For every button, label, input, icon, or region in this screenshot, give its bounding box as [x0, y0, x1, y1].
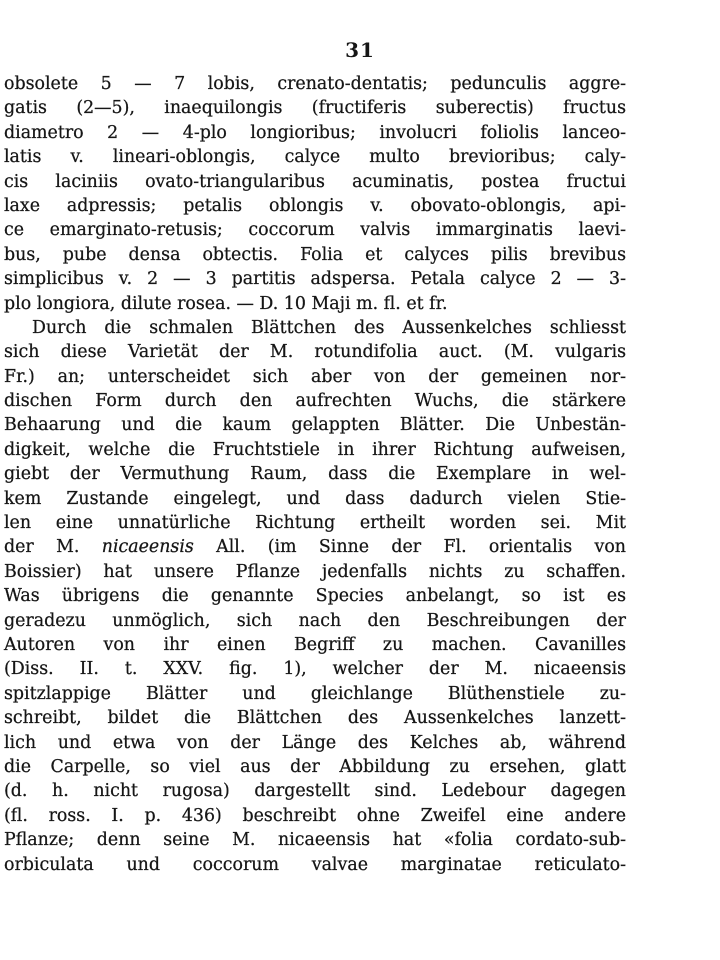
text-line: Was übrigens die genannte Species anbelangt, so ist es — [4, 586, 626, 607]
text-line: der M. nicaeensis All. (im Sinne der Fl. orientalis von — [4, 537, 626, 558]
text-line: len eine unnatürliche Richtung ertheilt worden sei. Mit — [4, 513, 626, 534]
text-line: simplicibus v. 2 — 3 partitis adspersa. Petala calyce 2 — 3- — [4, 269, 626, 290]
text-line: Boissier) hat unsere Pflanze jedenfalls nichts zu schaffen. — [4, 561, 626, 582]
text-line: (fl. ross. I. p. 436) beschreibt ohne Zweifel eine andere — [4, 805, 626, 826]
italic-species-name: nicaeensis — [101, 537, 194, 558]
body-text — [4, 72, 626, 877]
text-line: Durch die schmalen Blättchen des Aussenkelches schliesst — [32, 317, 626, 338]
text-line: schreibt, bildet die Blättchen des Aussenkelches lanzett- — [4, 708, 626, 729]
text-line: bus, pube densa obtectis. Folia et calyces pilis brevibus — [4, 244, 626, 265]
text-line: orbiculata und coccorum valvae marginatae reticulato- — [4, 854, 626, 875]
text-line: plo longiora, dilute rosea. — D. 10 Maji m. fl. et fr. — [4, 293, 448, 314]
text-line: kem Zustande eingelegt, und dass dadurch vielen Stie- — [4, 488, 626, 509]
text-line: diametro 2 — 4-plo longioribus; involucri foliolis lanceo- — [4, 122, 626, 143]
text-line: ce emarginato-retusis; coccorum valvis immarginatis laevi- — [4, 220, 626, 241]
text-line: giebt der Vermuthung Raum, dass die Exemplare in wel- — [4, 464, 626, 485]
text-line: digkeit, welche die Fruchtstiele in ihrer Richtung aufweisen, — [4, 439, 626, 460]
text-line: sich diese Varietät der M. rotundifolia auct. (M. vulgaris — [4, 342, 626, 363]
text-line: Fr.) an; unterscheidet sich aber von der gemeinen nor- — [4, 366, 626, 387]
text-line: geradezu unmöglich, sich nach den Beschreibungen der — [4, 610, 626, 631]
text-line: lich und etwa von der Länge des Kelches ab, während — [4, 732, 626, 753]
page-number: 31 — [345, 38, 375, 62]
text-line: obsolete 5 — 7 lobis, crenato-dentatis; pedunculis aggre- — [4, 74, 626, 94]
text-line: die Carpelle, so viel aus der Abbildung zu ersehen, glatt — [4, 756, 626, 777]
text-line: (d. h. nicht rugosa) dargestellt sind. Ledebour dagegen — [4, 781, 626, 802]
text-line: laxe adpressis; petalis oblongis v. obovato-oblongis, api- — [4, 195, 626, 216]
text-line: Autoren von ihr einen Begriff zu machen. Cavanilles — [4, 634, 626, 655]
text-line: (Diss. II. t. XXV. fig. 1), welcher der M. nicaeensis — [4, 659, 626, 680]
text-line: latis v. lineari-oblongis, calyce multo brevioribus; caly- — [4, 147, 626, 168]
text-line: spitzlappige Blätter und gleichlange Blüthenstiele zu- — [4, 683, 626, 704]
text-line: gatis (2—5), inaequilongis (fructiferis suberectis) fructus — [4, 98, 626, 119]
text-line: cis laciniis ovato-triangularibus acuminatis, postea fructui — [4, 171, 626, 192]
text-line: Behaarung und die kaum gelappten Blätter. Die Unbestän- — [4, 415, 626, 436]
text-line: Pflanze; denn seine M. nicaeensis hat «folia cordato-sub- — [4, 830, 626, 851]
text-line: dischen Form durch den aufrechten Wuchs, die stärkere — [4, 391, 626, 412]
